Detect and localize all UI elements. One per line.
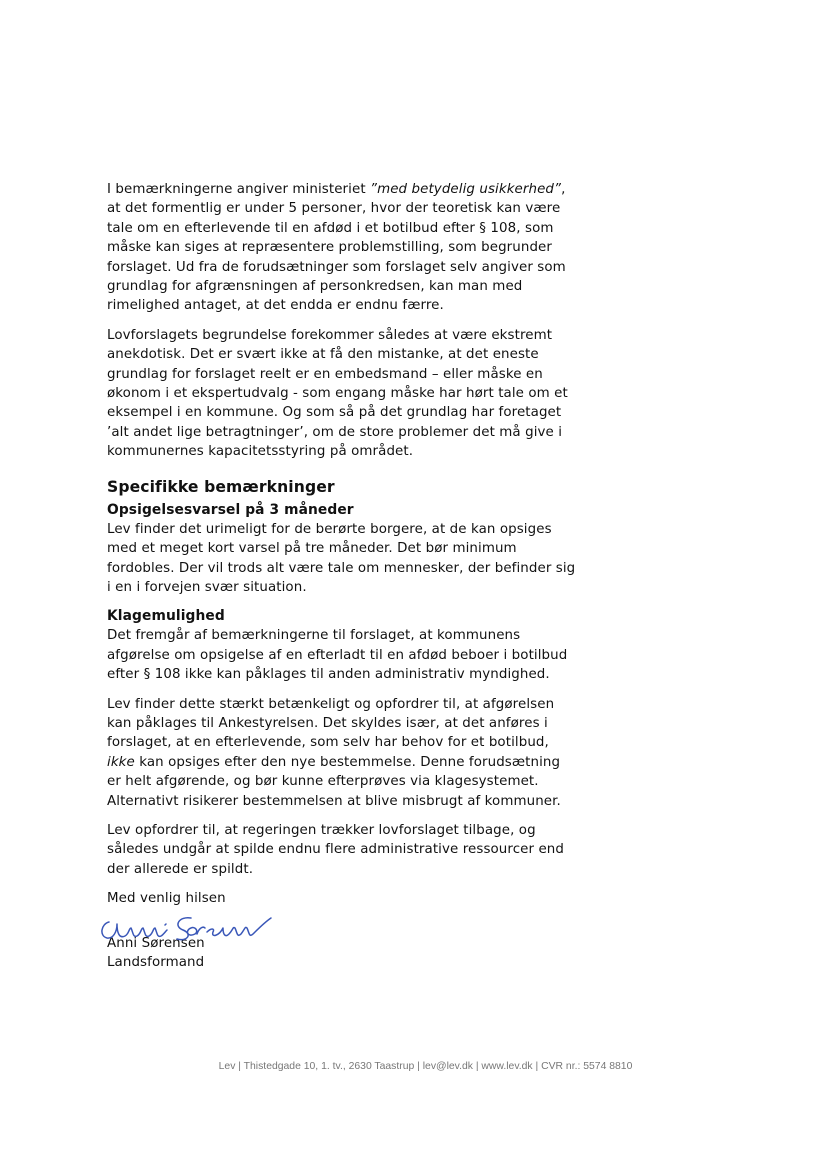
signature-stroke-second bbox=[177, 917, 271, 939]
subheading-appeal: Klagemulighed bbox=[107, 608, 225, 625]
subheading-notice: Opsigelsesvarsel på 3 måneder bbox=[107, 501, 354, 518]
intro-paragraph-1: I bemærkningerne angiver ministeriet ”med betydelig usikkerhed”, at det formentlig er under 5 personer, hvor der teoretisk kan være tale om en efterlevende til en afdød i et botilbud efter § 108, som måske kan siges at repræsentere problemstilling, som begrunder forslaget. Ud fra de forudsætninger som forslaget selv angiver som grundlag for afgrænsningen af personkredsen, kan man med rimelighed antaget, at det endda er endnu færre. bbox=[107, 182, 566, 314]
closing-paragraph: Lev opfordrer til, at regeringen trækker lovforslaget tilbage, og således undgår at spilde endnu flere administrative ressourcer end der allerede er spildt. bbox=[107, 822, 564, 877]
notice-paragraph: Lev finder det urimeligt for de berørte borgere, at de kan opsiges med et meget kort varsel på tre måneder. Det bør minimum fordobles. Der vil trods alt være tale om mennesker, der befinder sig i en i forvejen svær situation. bbox=[107, 521, 576, 595]
intro-paragraph-2: Lovforslagets begrundelse forekommer således at være ekstremt anekdotisk. Det er svært ikke at få den mistanke, at det eneste grundlag for forslaget reelt er en embedsmand – eller måske en økonom i et ekspertudvalg - som engang måske har hørt tale om et eksempel i en kommune. Og som så på det grundlag har foretaget ’alt andet lige betragtninger’, om de store problemer det må give i kommunernes kapacitetsstyring på området. bbox=[107, 327, 568, 460]
letter-body bbox=[107, 180, 577, 972]
page-footer: Lev | Thistedgade 10, 1. tv., 2630 Taastrup | lev@lev.dk | www.lev.dk | CVR nr.: 5574 8810 bbox=[218, 1061, 633, 1072]
signer-title: Landsformand bbox=[107, 955, 205, 970]
appeal-paragraph-2: Lev finder dette stærkt betænkeligt og opfordrer til, at afgørelsen kan påklages til Ankestyrelsen. Det skyldes især, at det anføres i forslaget, at en efterlevende, som selv har behov for et botilbud, ikke kan opsiges efter den nye bestemmelse. Denne forudsætning er helt afgørende, og bør kunne efterprøves via klagesystemet. Alternativt risikerer bestemmelsen at blive misbrugt af kommuner. bbox=[107, 696, 561, 809]
section-heading-specific: Specifikke bemærkninger bbox=[107, 477, 335, 496]
signature-stroke-first bbox=[102, 922, 167, 938]
greeting: Med venlig hilsen bbox=[107, 891, 226, 907]
handwritten-signature bbox=[95, 904, 275, 944]
appeal-paragraph-1: Det fremgår af bemærkningerne til forslaget, at kommunens afgørelse om opsigelse af en efterladt til en afdød beboer i botilbud efter § 108 ikke kan påklages til anden administrativ myndighed. bbox=[107, 628, 568, 683]
signer-name: Anni Sørensen bbox=[107, 935, 205, 951]
signature-wrapper bbox=[107, 906, 577, 940]
quoted-phrase: ”med betydelig usikkerhed” bbox=[370, 182, 562, 197]
emphasis-ikke: ikke bbox=[107, 754, 135, 770]
